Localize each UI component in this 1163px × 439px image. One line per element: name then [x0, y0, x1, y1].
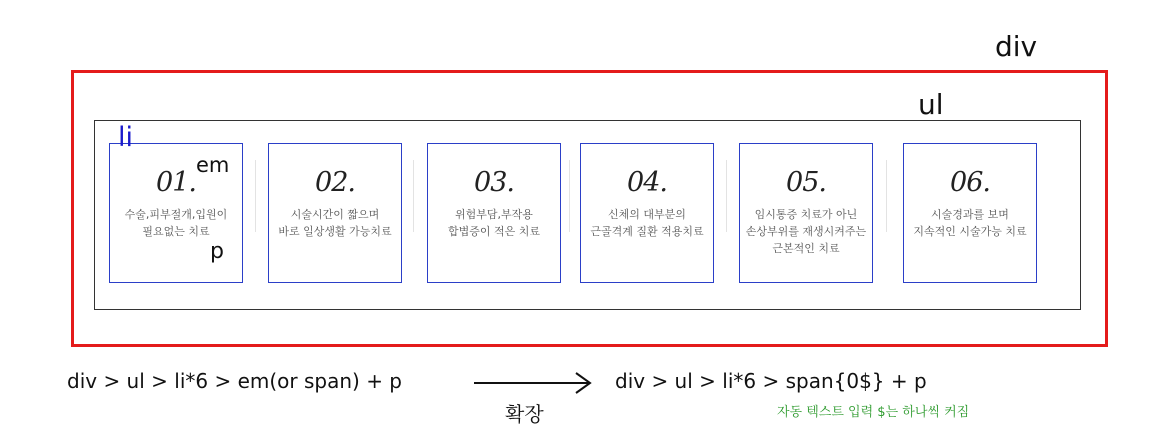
item-number: 05. — [786, 167, 826, 198]
right-arrow-icon — [472, 371, 594, 395]
separator — [255, 160, 256, 232]
p-label: p — [210, 239, 224, 264]
list-item-5 — [739, 143, 873, 283]
item-number: 04. — [627, 167, 667, 198]
ul-label: ul — [918, 88, 944, 121]
separator — [726, 160, 727, 232]
item-description: 시술경과를 보며 지속적인 시술가능 치료 — [913, 208, 1027, 238]
separator — [413, 160, 414, 232]
list-item-3 — [427, 143, 561, 283]
list-item-6 — [903, 143, 1037, 283]
item-description: 위험부담,부작용 합볍증이 적은 치료 — [447, 208, 540, 238]
separator — [886, 160, 887, 232]
separator — [569, 160, 570, 232]
item-number: 01. — [156, 167, 196, 198]
item-description: 시술시간이 짧으며 바로 일상생활 가능치료 — [278, 208, 392, 238]
emmet-formula-original: div > ul > li*6 > em(or span) + p — [67, 369, 402, 393]
item-number: 06. — [950, 167, 990, 198]
div-label: div — [995, 30, 1038, 63]
item-description: 수술,피부절개,입원이 필요없는 치료 — [124, 208, 228, 238]
em-label: em — [196, 153, 230, 177]
list-item-4 — [580, 143, 714, 283]
item-description: 신체의 대부분의 근골격계 질환 적용치료 — [590, 208, 704, 238]
item-number: 02. — [315, 167, 355, 198]
li-label: li — [118, 122, 134, 153]
list-item-2 — [268, 143, 402, 283]
item-description: 임시통증 치료가 아닌 손상부위를 재생시켜주는 근본적인 치료 — [745, 208, 867, 255]
auto-numbering-note: 자동 텍스트 입력 $는 하나씩 커짐 — [777, 405, 970, 420]
expand-label: 확장 — [505, 402, 544, 426]
emmet-formula-expanded: div > ul > li*6 > span{0$} + p — [615, 369, 927, 393]
item-number: 03. — [474, 167, 514, 198]
